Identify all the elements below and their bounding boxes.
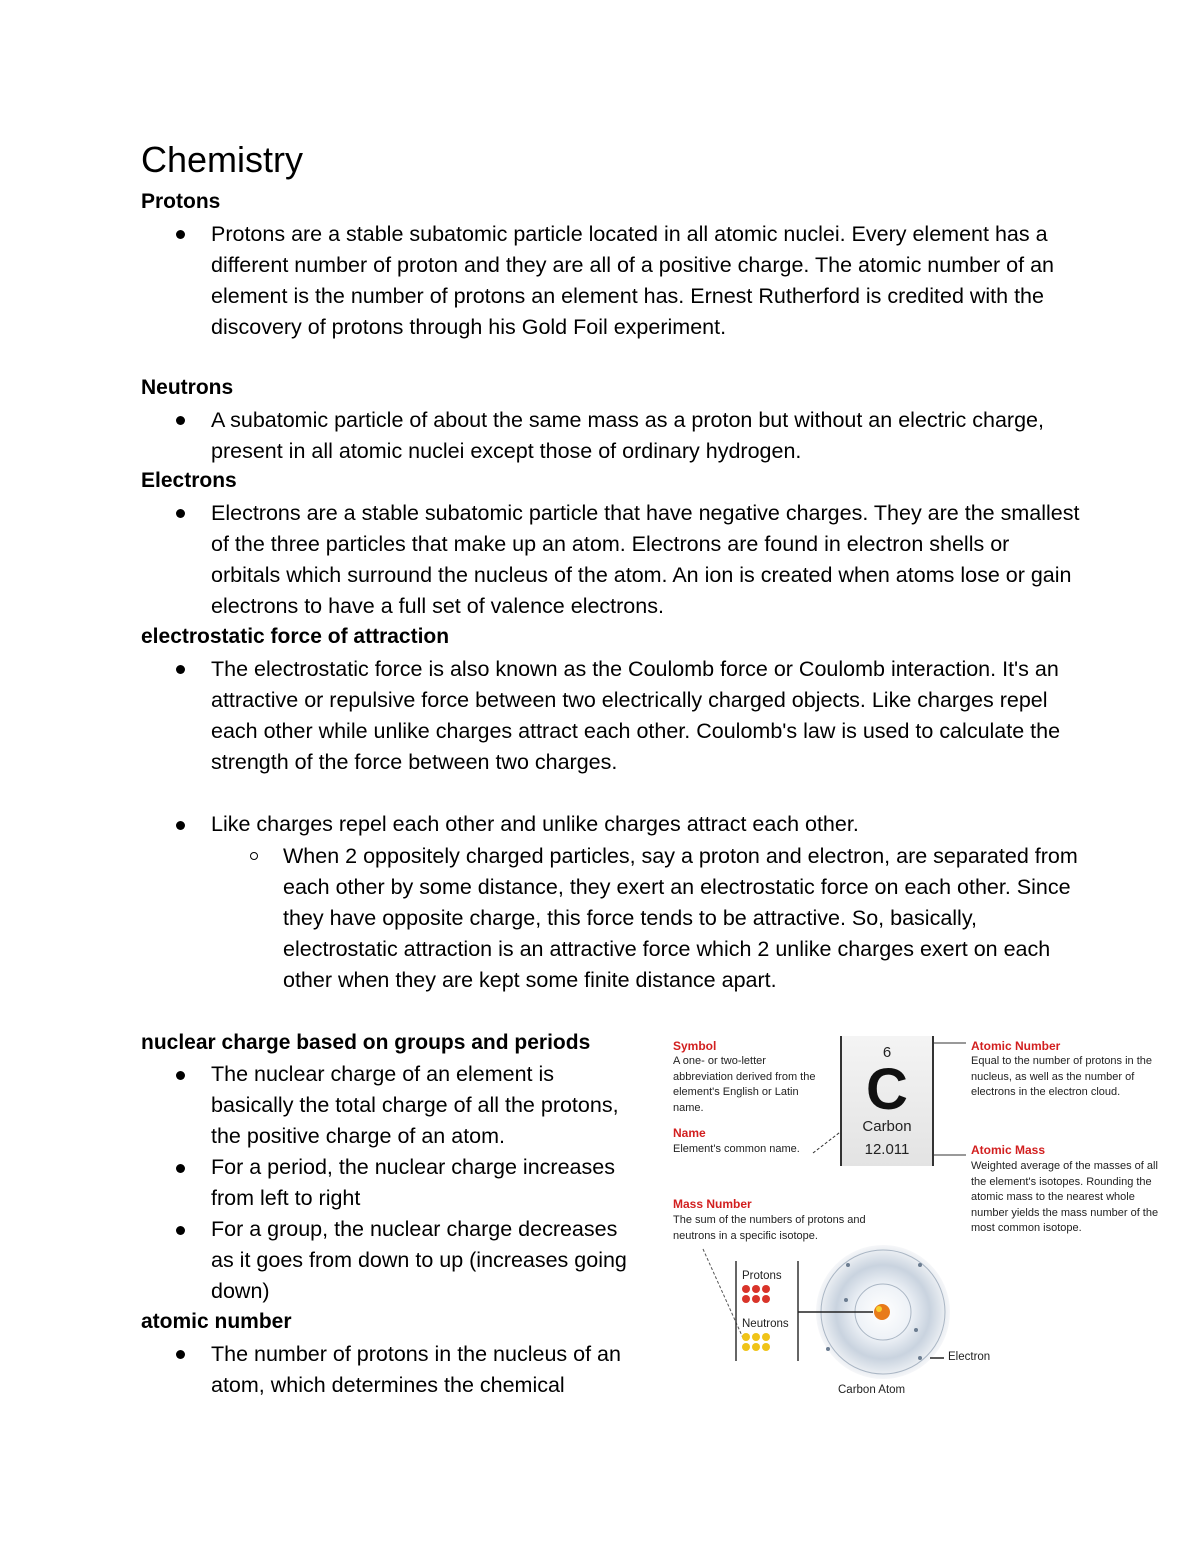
atomic-mass-description: Weighted average of the masses of all the element's isotopes. Rounding the atomic mass to the nearest whole number yields the mass number of the most common isotope. xyxy=(971,1160,1159,1234)
heading-electrons: Electrons xyxy=(141,469,237,492)
bullet-icon xyxy=(176,1350,185,1359)
heading-protons: Protons xyxy=(141,190,221,213)
electrons-bullet: Electrons are a stable subatomic particle that have negative charges. They are the smallest of the three particles that make up an atom. Electrons are found in electron shells or orbitals which surround the nucleus of the atom. An ion is created when atoms lose or gain electrons to have a full set of valence electrons. xyxy=(211,501,1080,618)
nuclear-bullet-3: For a group, the nuclear charge decreases as it goes from down to up (increases going down) xyxy=(211,1217,627,1303)
electrostatic-bullet-2: Like charges repel each other and unlike charges attract each other. xyxy=(211,812,859,836)
name-label: Name xyxy=(673,1126,706,1140)
atomic-number-label: Atomic Number xyxy=(971,1039,1061,1053)
electron-dot xyxy=(826,1347,830,1351)
name-description: Element's common name. xyxy=(673,1143,800,1155)
heading-nuclear-charge: nuclear charge based on groups and periods xyxy=(141,1031,591,1054)
symbol-description: A one- or two-letter abbreviation derived from the element's English or Latin name. xyxy=(673,1055,816,1114)
atomic-number-description: Equal to the number of protons in the nucleus, as well as the number of electrons in the electron cloud. xyxy=(971,1055,1153,1098)
bullet-icon xyxy=(176,416,185,425)
neutrons-label: Neutrons xyxy=(742,1318,789,1330)
tile-name: Carbon xyxy=(862,1118,912,1135)
bullet-icon xyxy=(176,509,185,518)
page-title: Chemistry xyxy=(141,139,304,180)
electron-dot xyxy=(844,1298,848,1302)
mass-number-label: Mass Number xyxy=(673,1197,752,1211)
protons-label: Protons xyxy=(742,1270,782,1282)
tile-mass: 12.011 xyxy=(864,1141,910,1158)
atomic-number-bullet: The number of protons in the nucleus of an atom, which determines the chemical xyxy=(211,1342,621,1397)
carbon-element-diagram xyxy=(668,1033,1178,1405)
nucleus-icon xyxy=(874,1304,890,1320)
mass-number-description: The sum of the numbers of protons and neutrons in a specific isotope. xyxy=(673,1214,866,1242)
sub-bullet-icon xyxy=(250,852,258,860)
heading-neutrons: Neutrons xyxy=(141,376,234,399)
neutrons-bullet: A subatomic particle of about the same mass as a proton but without an electric charge, present in all atomic nuclei except those of ordinary hydrogen. xyxy=(211,408,1044,463)
tile-symbol: C xyxy=(866,1057,908,1122)
bullet-icon xyxy=(176,1226,185,1235)
nuclear-bullet-1: The nuclear charge of an element is basically the total charge of all the protons, the positive charge of an atom. xyxy=(211,1062,619,1148)
electrostatic-sub-bullet: When 2 oppositely charged particles, say a proton and electron, are separated from each other by some distance, they exert an electrostatic force on each other. Since they have opposite charge, this force tends to be attractive. So, basically, electrostatic attraction is an attractive force which 2 unlike charges exert on each other when they are kept some finite distance apart. xyxy=(283,844,1078,992)
carbon-atom-caption: Carbon Atom xyxy=(838,1384,906,1396)
electron-dot xyxy=(918,1356,922,1360)
bullet-icon xyxy=(176,230,185,239)
heading-electrostatic: electrostatic force of attraction xyxy=(141,625,450,648)
element-tile xyxy=(840,1036,934,1166)
electrostatic-bullet-1: The electrostatic force is also known as the Coulomb force or Coulomb interaction. It's an attractive or repulsive force between two electrically charged objects. Like charges repel each other while unlike charges attract each other. Coulomb's law is used to calculate the strength of the force between two charges. xyxy=(211,657,1061,774)
bullet-icon xyxy=(176,821,185,830)
tile-atomic-number: 6 xyxy=(882,1044,892,1061)
nuclear-bullet-2: For a period, the nuclear charge increases from left to right xyxy=(211,1155,615,1210)
heading-atomic-number: atomic number xyxy=(141,1310,292,1333)
electron-dot xyxy=(846,1263,850,1267)
electron-dot xyxy=(918,1263,922,1267)
electron-label: Electron xyxy=(948,1351,991,1363)
protons-bullet: Protons are a stable subatomic particle located in all atomic nuclei. Every element has a different number of proton and they are all of a positive charge. The atomic number of an element is the number of protons an element has. Ernest Rutherford is credited with the discovery of protons through his Gold Foil experiment. xyxy=(211,222,1054,339)
symbol-label: Symbol xyxy=(673,1039,717,1053)
electron-dot xyxy=(914,1328,918,1332)
atomic-mass-label: Atomic Mass xyxy=(971,1143,1046,1157)
bullet-icon xyxy=(176,1071,185,1080)
bullet-icon xyxy=(176,665,185,674)
bullet-icon xyxy=(176,1164,185,1173)
